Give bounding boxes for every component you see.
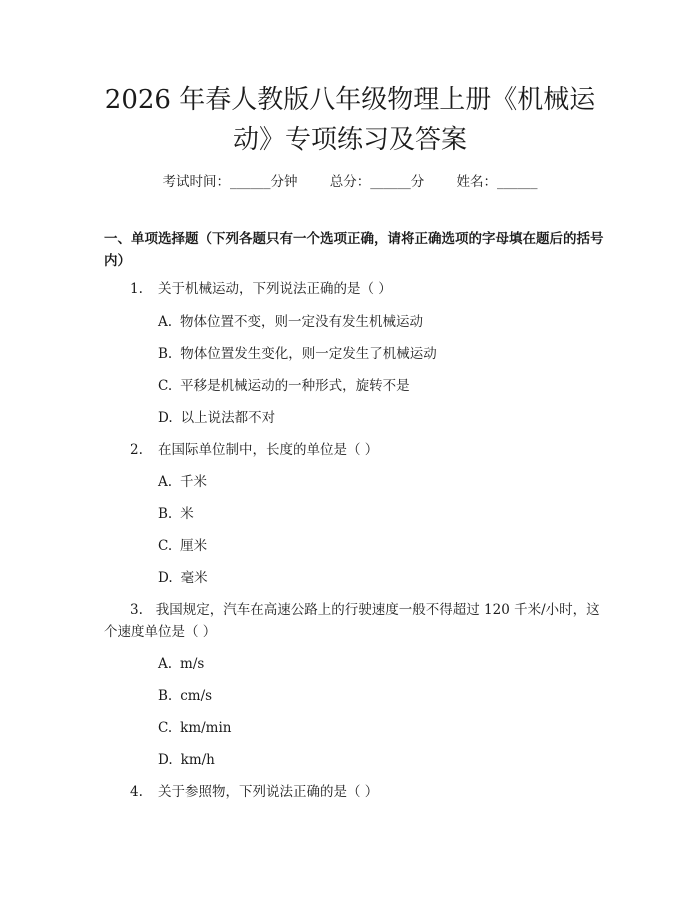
option-letter: B.	[158, 688, 173, 704]
option-2d	[158, 567, 598, 589]
option-3b	[158, 685, 598, 707]
question-text: 关于参照物，下列说法正确的是（ ）	[158, 784, 379, 800]
question-text: 在国际单位制中，长度的单位是（ ）	[158, 442, 379, 458]
option-letter: B.	[158, 346, 173, 362]
option-1a	[158, 311, 598, 333]
option-text: 物体位置不变，则一定没有发生机械运动	[180, 314, 424, 330]
option-text: 平移是机械运动的一种形式，旋转不是	[180, 378, 410, 394]
option-letter: A.	[158, 314, 173, 330]
option-3c	[158, 717, 598, 739]
document-title: 2026 年春人教版八年级物理上册《机械运动》专项练习及答案	[104, 85, 596, 155]
option-letter: A.	[158, 474, 173, 490]
question-number: 1.	[130, 281, 143, 297]
question-4	[104, 781, 600, 803]
option-letter: D.	[158, 752, 173, 768]
option-text: 厘米	[180, 538, 208, 554]
option-1b	[158, 343, 598, 365]
option-text: 米	[180, 506, 194, 522]
question-number: 4.	[130, 784, 143, 800]
option-1d	[158, 407, 598, 429]
option-1c	[158, 375, 598, 397]
option-2b	[158, 503, 598, 525]
option-letter: C.	[158, 538, 173, 554]
option-letter: C.	[158, 378, 173, 394]
student-name-field: 姓名：______	[456, 174, 538, 190]
total-score-field: 总分：______分	[329, 174, 425, 190]
question-3	[104, 599, 600, 643]
question-number: 2.	[130, 442, 143, 458]
exam-info	[0, 170, 700, 190]
question-number: 3.	[130, 602, 143, 618]
option-2a	[158, 471, 598, 493]
option-text: km/h	[180, 752, 215, 768]
exam-time-field: 考试时间：______分钟	[162, 174, 298, 190]
option-letter: C.	[158, 720, 173, 736]
option-text: 千米	[180, 474, 208, 490]
option-text: km/min	[180, 720, 232, 736]
option-text: m/s	[180, 656, 205, 672]
option-text: 物体位置发生变化，则一定发生了机械运动	[180, 346, 437, 362]
question-text: 我国规定，汽车在高速公路上的行驶速度一般不得超过 120 千米/小时，这个速度单位是（ ）	[104, 602, 600, 640]
option-letter: A.	[158, 656, 173, 672]
section-heading: 一、单项选择题（下列各题只有一个选项正确，请将正确选项的字母填在题后的括号内）	[104, 231, 604, 269]
option-text: cm/s	[180, 688, 213, 704]
option-2c	[158, 535, 598, 557]
question-text: 关于机械运动，下列说法正确的是（ ）	[158, 281, 392, 297]
option-3a	[158, 653, 598, 675]
option-letter: D.	[158, 410, 173, 426]
option-text: 以上说法都不对	[180, 410, 276, 426]
question-2	[104, 439, 600, 461]
option-text: 毫米	[180, 570, 208, 586]
option-letter: B.	[158, 506, 173, 522]
question-1	[104, 278, 600, 300]
option-letter: D.	[158, 570, 173, 586]
option-3d	[158, 749, 598, 771]
